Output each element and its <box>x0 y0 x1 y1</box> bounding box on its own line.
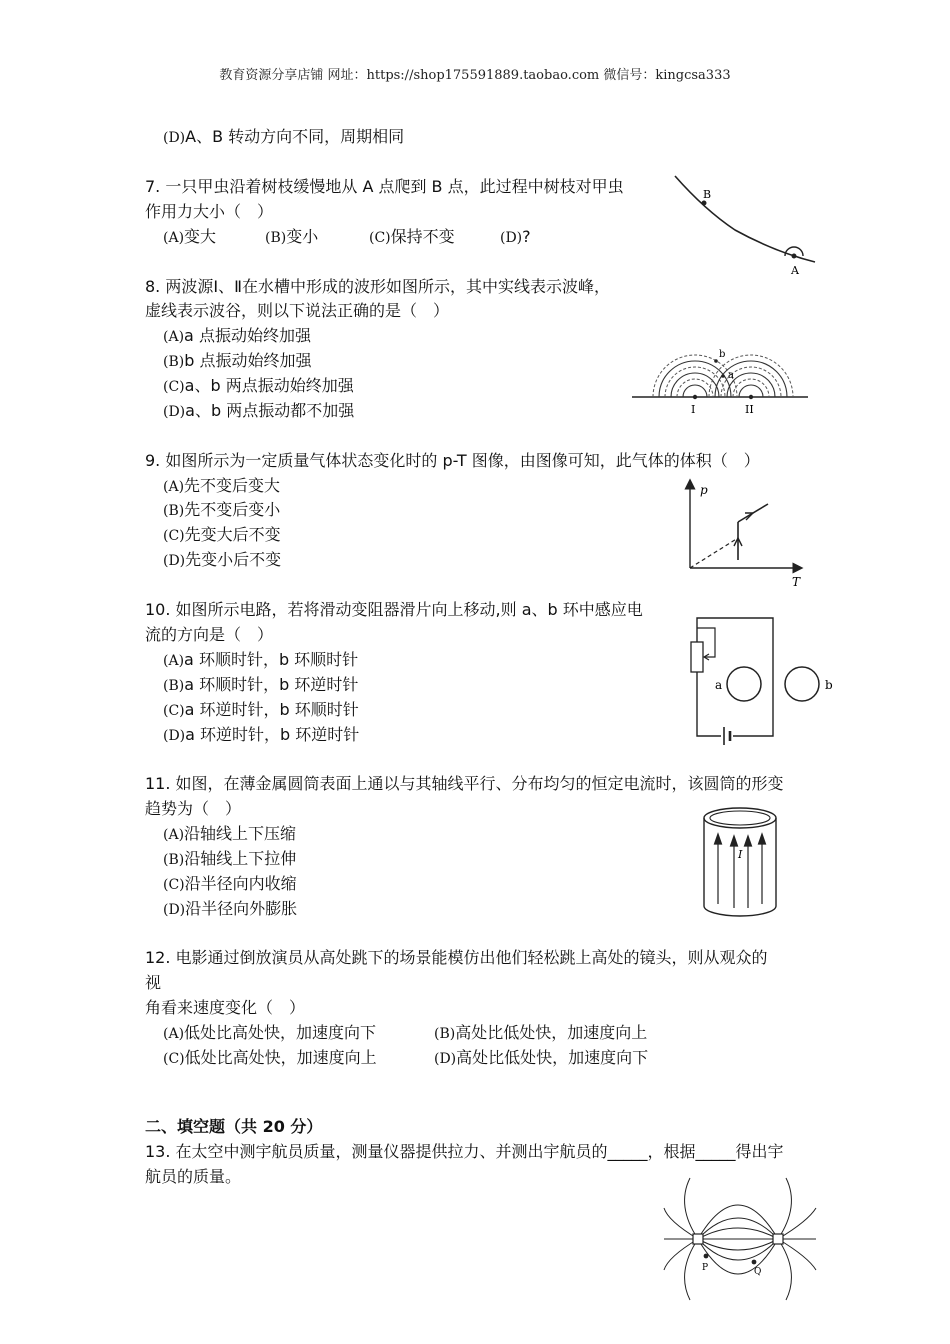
charge-right <box>773 1234 783 1244</box>
point-b <box>714 359 718 363</box>
option-label: (C) <box>163 1051 185 1067</box>
q6-option-d <box>163 127 404 148</box>
option-label: (B) <box>163 678 185 694</box>
option-text: 变小 <box>286 227 319 246</box>
q9-stem-line1: 9. 如图所示为一定质量气体状态变化时的 p-T 图像，由图像可知，此气体的体积（ ） <box>145 451 760 470</box>
q7-stem-line1: 7. 一只甲虫沿着树枝缓慢地从 A 点爬到 B 点，此过程中树枝对甲虫 <box>145 177 624 196</box>
label-source1: I <box>691 403 696 416</box>
dashed-origin-line <box>690 538 738 568</box>
q9-option-d <box>163 550 281 571</box>
q7-stem-line2: 作用力大小（ ） <box>145 202 274 221</box>
option-label: (B) <box>163 503 185 519</box>
q9-option-b <box>163 500 280 521</box>
option-text: 沿半径向内收缩 <box>184 874 297 893</box>
charge-left <box>693 1234 703 1244</box>
option-text: a 点振动始终加强 <box>184 326 311 345</box>
q9-option-c <box>163 525 281 546</box>
q11-stem-line1: 11. 如图，在薄金属圆筒表面上通以与其轴线平行、分布均匀的恒定电流时，该圆筒的形变 <box>145 774 784 793</box>
q10-stem-line1: 10. 如图所示电路，若将滑动变阻器滑片向上移动,则 a、b 环中感应电 <box>145 600 643 619</box>
option-text: 低处比高处快，加速度向下 <box>184 1023 377 1042</box>
option-label: (B) <box>434 1026 456 1042</box>
field-lines <box>664 1178 816 1300</box>
option-label: (A) <box>163 230 185 246</box>
option-label: (C) <box>163 379 185 395</box>
option-label: (D) <box>163 130 186 146</box>
option-text: 先变大后不变 <box>184 525 281 544</box>
q10-option-b <box>163 675 358 696</box>
rheostat <box>691 642 703 672</box>
option-text: 低处比高处快，加速度向上 <box>184 1048 377 1067</box>
label-source2: II <box>745 403 754 416</box>
label-a: a <box>715 678 723 692</box>
option-label: (D) <box>163 902 186 918</box>
source1-point <box>693 395 697 399</box>
q13-stem-line1: 13. 在太空中测宇航员质量，测量仪器提供拉力、并测出宇航员的_____，根据_____得出宇 <box>145 1142 784 1161</box>
option-text: 保持不变 <box>390 227 455 246</box>
option-label: (C) <box>369 230 391 246</box>
q12-stem-line2: 视 <box>145 973 162 992</box>
option-label: (A) <box>163 653 185 669</box>
q12-option-b <box>434 1023 647 1044</box>
option-label: (A) <box>163 1026 185 1042</box>
option-label: (C) <box>163 703 185 719</box>
ring-b <box>785 667 819 701</box>
cylinder-bottom <box>704 906 776 916</box>
q11-option-b <box>163 849 296 870</box>
page-header: 教育资源分享店铺 网址：https://shop175591889.taobao.com 微信号：kingcsa333 <box>219 68 731 83</box>
option-text: ? <box>522 227 531 246</box>
option-label: (D) <box>163 728 186 744</box>
branch-curve <box>675 176 815 262</box>
q13-field-lines-figure <box>660 1176 820 1302</box>
option-label: (D) <box>163 404 186 420</box>
option-text: a 环顺时针，b 环逆时针 <box>184 675 359 694</box>
option-label: (C) <box>163 528 185 544</box>
p-axis-label: p <box>700 483 708 497</box>
option-label: (A) <box>163 827 185 843</box>
ring-a <box>727 667 761 701</box>
option-text: a 环顺时针，b 环顺时针 <box>184 650 359 669</box>
q11-stem-line2: 趋势为（ ） <box>145 799 242 818</box>
q7-option-b <box>265 227 318 248</box>
option-text: 沿半径向外膨胀 <box>185 899 298 918</box>
q7-option-d <box>500 227 531 248</box>
option-text: 先变小后不变 <box>185 550 282 569</box>
option-label: (D) <box>163 553 186 569</box>
section2-title: 二、填空题（共 20 分） <box>145 1117 323 1136</box>
current-arrows <box>715 834 766 908</box>
q10-stem-line2: 流的方向是（ ） <box>145 625 274 644</box>
option-text: 先不变后变大 <box>184 476 281 495</box>
option-label: (A) <box>163 479 185 495</box>
q9-option-a <box>163 476 280 497</box>
q13-stem-line2: 航员的质量。 <box>145 1167 242 1186</box>
label-b: b <box>719 349 726 360</box>
point-p <box>704 1254 709 1259</box>
option-text: b 点振动始终加强 <box>184 351 312 370</box>
option-text: a 环逆时针，b 环逆时针 <box>185 725 360 744</box>
current-label: I <box>738 848 743 861</box>
label-a: a <box>728 370 734 381</box>
q12-option-c <box>163 1048 377 1069</box>
option-text: 沿轴线上下拉伸 <box>184 849 297 868</box>
q7-option-a <box>163 227 216 248</box>
point-q <box>752 1260 757 1265</box>
option-label: (D) <box>434 1051 457 1067</box>
q8-stem-line2: 虚线表示波谷，则以下说法正确的是（ ） <box>145 301 450 320</box>
q11-option-d <box>163 899 297 920</box>
option-label: (B) <box>163 852 185 868</box>
option-label: (C) <box>163 877 185 893</box>
label-b: B <box>703 188 712 201</box>
point-a <box>721 374 725 378</box>
q12-stem-line1: 12. 电影通过倒放演员从高处跳下的场景能模仿出他们轻松跳上高处的镜头，则从观众的 <box>145 948 768 967</box>
q8-option-c <box>163 376 354 397</box>
option-text: a、b 两点振动都不加强 <box>185 401 355 420</box>
q10-circuit-figure <box>685 610 845 750</box>
point-b <box>702 201 707 206</box>
q8-wave-figure <box>630 328 810 420</box>
q10-option-d <box>163 725 359 746</box>
option-label: (D) <box>500 230 523 246</box>
cylinder-top-inner <box>710 811 770 825</box>
point-a <box>792 254 797 259</box>
source2-point <box>749 395 753 399</box>
q12-option-d <box>434 1048 648 1069</box>
q12-option-a <box>163 1023 376 1044</box>
q10-option-a <box>163 650 358 671</box>
option-text: 高处比低处快，加速度向上 <box>455 1023 648 1042</box>
q8-option-b <box>163 351 311 372</box>
q10-option-c <box>163 700 359 721</box>
T-axis-label: T <box>792 575 801 589</box>
option-text: a、b 两点振动始终加强 <box>184 376 354 395</box>
q7-branch-figure <box>665 170 825 280</box>
q11-option-c <box>163 874 297 895</box>
option-text: 高处比低处快，加速度向下 <box>456 1048 649 1067</box>
label-b: b <box>825 678 833 692</box>
option-label: (B) <box>265 230 287 246</box>
q8-stem-line1: 8. 两波源Ⅰ、Ⅱ在水槽中形成的波形如图所示，其中实线表示波峰， <box>145 277 610 296</box>
q8-option-d <box>163 401 354 422</box>
option-text: a 环逆时针，b 环顺时针 <box>184 700 359 719</box>
label-p: P <box>702 1263 709 1273</box>
q9-pT-graph <box>680 478 810 590</box>
q11-option-a <box>163 824 296 845</box>
q12-stem-line3: 角看来速度变化（ ） <box>145 998 306 1017</box>
label-a: A <box>791 264 799 277</box>
option-label: (B) <box>163 354 185 370</box>
q11-cylinder-figure <box>698 804 788 922</box>
circuit-loop <box>697 618 773 736</box>
q7-option-c <box>369 227 455 248</box>
option-text: 先不变后变小 <box>184 500 281 519</box>
option-text: A、B 转动方向不同，周期相同 <box>185 127 405 146</box>
option-text: 沿轴线上下压缩 <box>184 824 297 843</box>
label-q: Q <box>754 1267 762 1277</box>
option-label: (A) <box>163 329 185 345</box>
q8-option-a <box>163 326 311 347</box>
option-text: 变大 <box>184 227 217 246</box>
